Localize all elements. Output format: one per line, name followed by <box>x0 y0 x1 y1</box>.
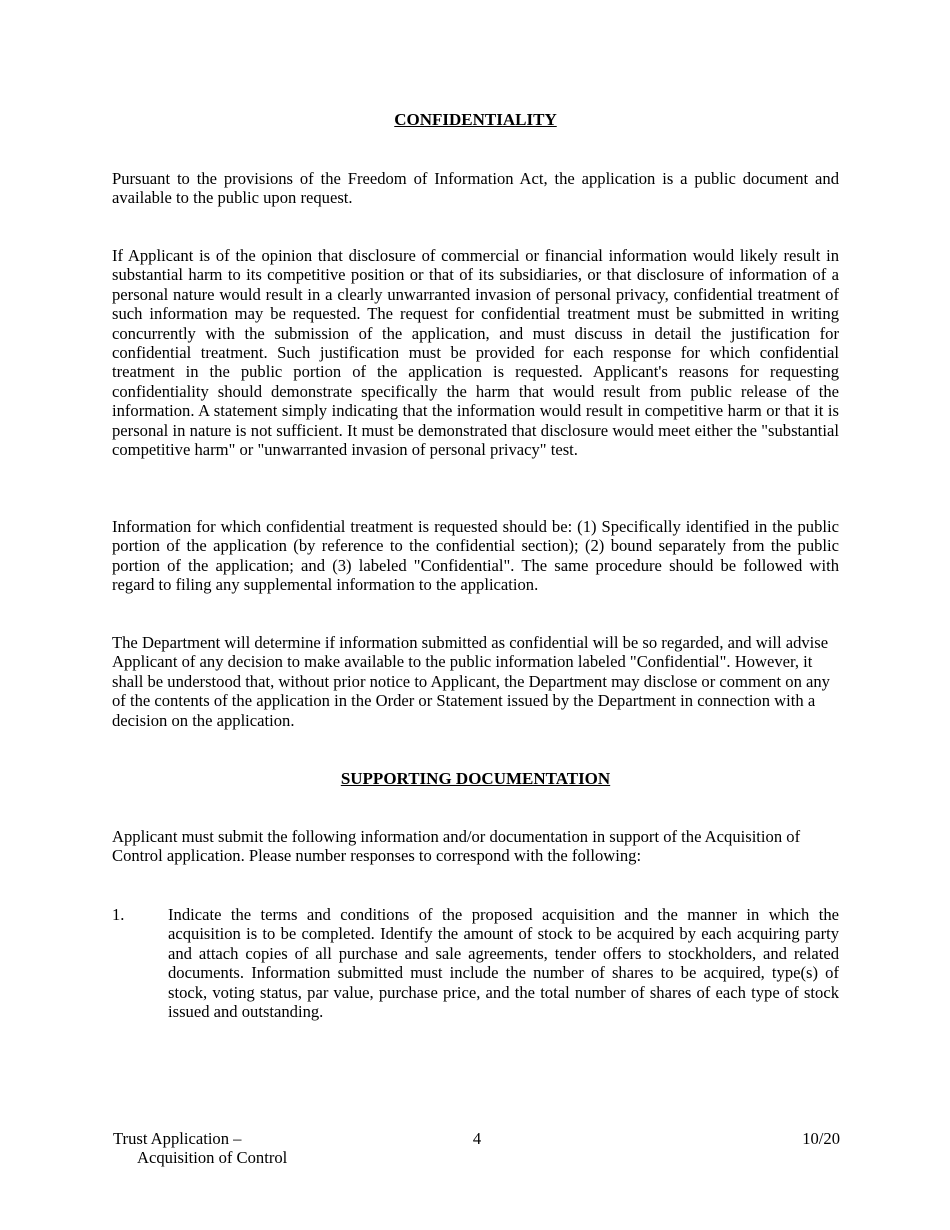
list-item-number: 1. <box>112 905 125 924</box>
footer-revision-date: 10/20 <box>802 1129 840 1148</box>
confidentiality-paragraph-3: Information for which confidential treatment is requested should be: (1) Specifically identified in the public portion of the application (by reference to the confidential section); (2) bound separately from the public portion of the application; and (3) labeled "Confidential". The same procedure should be followed with regard to filing any supplemental information to the application. <box>112 517 839 595</box>
footer-page-number: 4 <box>472 1129 482 1148</box>
confidentiality-heading: CONFIDENTIALITY <box>394 110 557 129</box>
supporting-documentation-heading: SUPPORTING DOCUMENTATION <box>340 769 611 788</box>
footer-title-line-1: Trust Application – <box>113 1129 242 1148</box>
list-item-text: Indicate the terms and conditions of the proposed acquisition and the manner in which the acquisition is to be completed. Identify the amount of stock to be acquired by each acquiring party and attach copies of all purchase and sale agreements, tender offers to stockholders, and related documents. Information submitted must include the number of shares to be acquired, type(s) of stock, voting status, par value, purchase price, and the total number of shares of each type of stock issued and outstanding. <box>168 905 839 1022</box>
footer-title-line-2: Acquisition of Control <box>137 1148 288 1168</box>
supporting-intro-paragraph: Applicant must submit the following information and/or documentation in support of the Acquisition of Control application. Please number responses to correspond with the following: <box>112 827 801 866</box>
footer-document-title <box>113 1129 373 1168</box>
confidentiality-paragraph-4: The Department will determine if information submitted as confidential will be so regarded, and will advise Applicant of any decision to make available to the public information labeled "Confidential". However, it shall be understood that, without prior notice to Applicant, the Department may disclose or comment on any of the contents of the application in the Order or Statement issued by the Department in connection with a decision on the application. <box>112 633 830 730</box>
confidentiality-paragraph-1: Pursuant to the provisions of the Freedom of Information Act, the application is a public document and available to the public upon request. <box>112 169 839 208</box>
confidentiality-paragraph-2: If Applicant is of the opinion that disclosure of commercial or financial information would likely result in substantial harm to its competitive position or that of its subsidiaries, or that disclosure of information of a personal nature would result in a clearly unwarranted invasion of personal privacy, confidential treatment of such information may be requested. The request for confidential treatment must be submitted in writing concurrently with the submission of the application, and must discuss in detail the justification for confidential treatment. Such justification must be provided for each response for which confidential treatment in the public portion of the application is requested. Applicant's reasons for requesting confidentiality should demonstrate specifically the harm that would result from public release of the information. A statement simply indicating that the information would result in competitive harm or that it is personal in nature is not sufficient. It must be demonstrated that disclosure would meet either the "substantial competitive harm" or "unwarranted invasion of personal privacy" test. <box>112 246 839 460</box>
